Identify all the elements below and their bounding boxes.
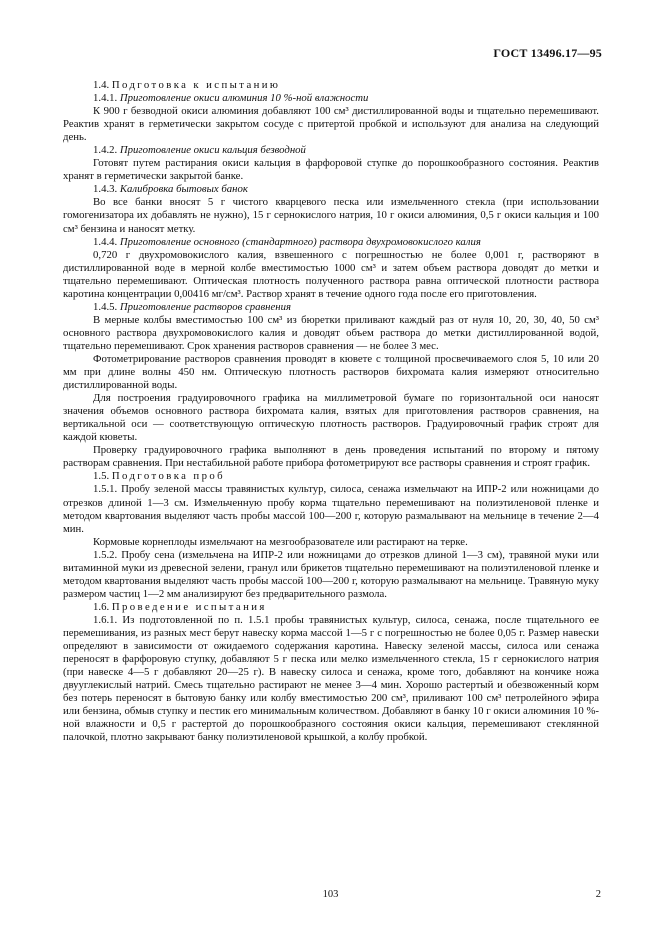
page-number: 103 <box>322 889 339 900</box>
paragraph-1-6-1: 1.6.1. Из подготовленной по п. 1.5.1 пробы травянистых культур, силоса, сенажа, после тщательного ее перемешивания, из разных мест берут навеску корма массой 1—5 г с погрешностью не более 0,05 г. Размер навески определяют в зависимости от ожидаемого содержания каротина. Навеску зеленой массы, силоса или сенажа переносят в фарфоровую ступку, добавляют 5 г песка или мелко измельченного стекла, 15 г сернокислого натрия (при навеске 4—5 г добавляют 20—25 г). В навеску силоса и сенажа, кроме того, добавляют на кончике ножа двууглекислый натрий. Смесь тщательно растирают не менее 3—4 мин. Хорошо растертый и обезвоженный корм без потерь переносят в бытовую банку или колбу вместимостью 200 см³, приливают 100 см³ петролейного эфира или бензина, обмыв ступку и пестик его минимальным количеством. Добавляют в банку 10 г окиси алюминия 10 %-ной влажности и 0,5 г растертой до порошкообразного состояния окиси кальция, перемешивают стеклянной палочкой, плотно закрывают банку полиэтиленовой крышкой, а колбу пробкой. <box>63 613 599 744</box>
subsection-heading-1-4-1: 1.4.1. Приготовление окиси алюминия 10 %-ной влажности <box>93 92 369 105</box>
sheet-number: 2 <box>595 889 601 900</box>
section-heading-1-5: 1.5. Подготовка проб <box>93 470 225 483</box>
paragraph-1-4-5-b: Фотометрирование растворов сравнения проводят в кювете с толщиной просвечиваемого слоя 5, 10 или 20 мм при длине волны 450 нм. Оптическую плотность растворов бихромата калия измеряют относительно дистиллированной воды. <box>63 352 599 392</box>
subsection-heading-1-4-5: 1.4.5. Приготовление растворов сравнения <box>93 300 291 313</box>
paragraph-1-4-5-c: Для построения градуировочного графика на миллиметровой бумаге по горизонтальной оси наносят значения объемов основного раствора бихромата калия, взятых для приготовления растворов сравнения, на вертикальной оси — соответствующую оптическую плотность растворов. Градуировочный график строят для каждой кюветы. <box>63 392 599 444</box>
paragraph-1-4-3: Во все банки вносят 5 г чистого кварцевого песка или измельченного стекла (при использовании гомогенизатора их добавлять не нужно), 15 г сернокислого натрия, 10 г окиси алюминия, 0,5 г окиси кальция и 100 см³ бензина и наносят метку. <box>63 196 599 235</box>
paragraph-1-4-5-a: В мерные колбы вместимостью 100 см³ из бюретки приливают каждый раз от нуля 10, 20, 30, 40, 50 см³ основного раствора двухромовокислого калия и доводят объем раствора до метки дистиллированной водой, тщательно перемешивают. Срок хранения растворов сравнения — не более 3 мес. <box>63 313 599 352</box>
paragraph-1-4-2: Готовят путем растирания окиси кальция в фарфоровой ступке до порошкообразного состояния. Реактив хранят в герметически закрытой банке. <box>63 157 599 183</box>
document-standard-number: ГОСТ 13496.17—95 <box>493 46 602 60</box>
paragraph-1-5-1-b: Кормовые корнеплоды измельчают на мезгообразователе или растирают на терке. <box>93 535 468 548</box>
paragraph-1-4-1: К 900 г безводной окиси алюминия добавляют 100 см³ дистиллированной воды и тщательно перемешивают. Реактив хранят в герметически закрытом сосуде с притертой пробкой и используют для анализа на следующий день. <box>63 105 599 144</box>
section-heading-1-4: 1.4. Подготовка к испытанию <box>93 79 281 91</box>
subsection-heading-1-4-2: 1.4.2. Приготовление окиси кальция безводной <box>93 144 306 157</box>
paragraph-1-5-1-a: 1.5.1. Пробу зеленой массы травянистых культур, силоса, сенажа измельчают на ИПР-2 или ножницами до отрезков длиной 1—3 см. Измельченную пробу корма тщательно перемешивают на полиэтиленовой пленке и методом квартования выделяют часть пробы массой 100—200 г, которую размалывают на мельнице в течение 2—4 мин. <box>63 483 599 535</box>
paragraph-1-4-5-d: Проверку градуировочного графика выполняют в день проведения испытаний по второму и пятому растворам сравнения. При нестабильной работе прибора фотометрируют все растворы сравнения и строят график. <box>63 444 599 470</box>
paragraph-1-5-2: 1.5.2. Пробу сена (измельчена на ИПР-2 или ножницами до отрезков длиной 1—3 см), травяной муки или витаминной муки из древесной зелени, гранул или брикетов тщательно перемешивают на полиэтиленовой пленке и методом квартования выделяют часть пробы массой 100—200 г, которую размалывают на мельнице. Травяную муку размером частиц 1—2 мм анализируют без предварительного размола. <box>63 548 599 600</box>
section-heading-1-6: 1.6. Проведение испытания <box>93 600 267 613</box>
document-body <box>63 79 599 744</box>
paragraph-1-4-4: 0,720 г двухромовокислого калия, взвешенного с погрешностью не более 0,001 г, растворяют в дистиллированной воде в мерной колбе вместимостью 1000 см³ и затем объем раствора доводят до метки и тщательно перемешивают. Оптическая плотность полученного раствора равна оптической плотности раствора каротина концентрации 0,00416 мг/см³. Раствор хранят в течение одного года после его приготовления. <box>63 248 599 300</box>
subsection-heading-1-4-3: 1.4.3. Калибровка бытовых банок <box>93 183 248 196</box>
subsection-heading-1-4-4: 1.4.4. Приготовление основного (стандартного) раствора двухромовокислого калия <box>93 235 481 248</box>
